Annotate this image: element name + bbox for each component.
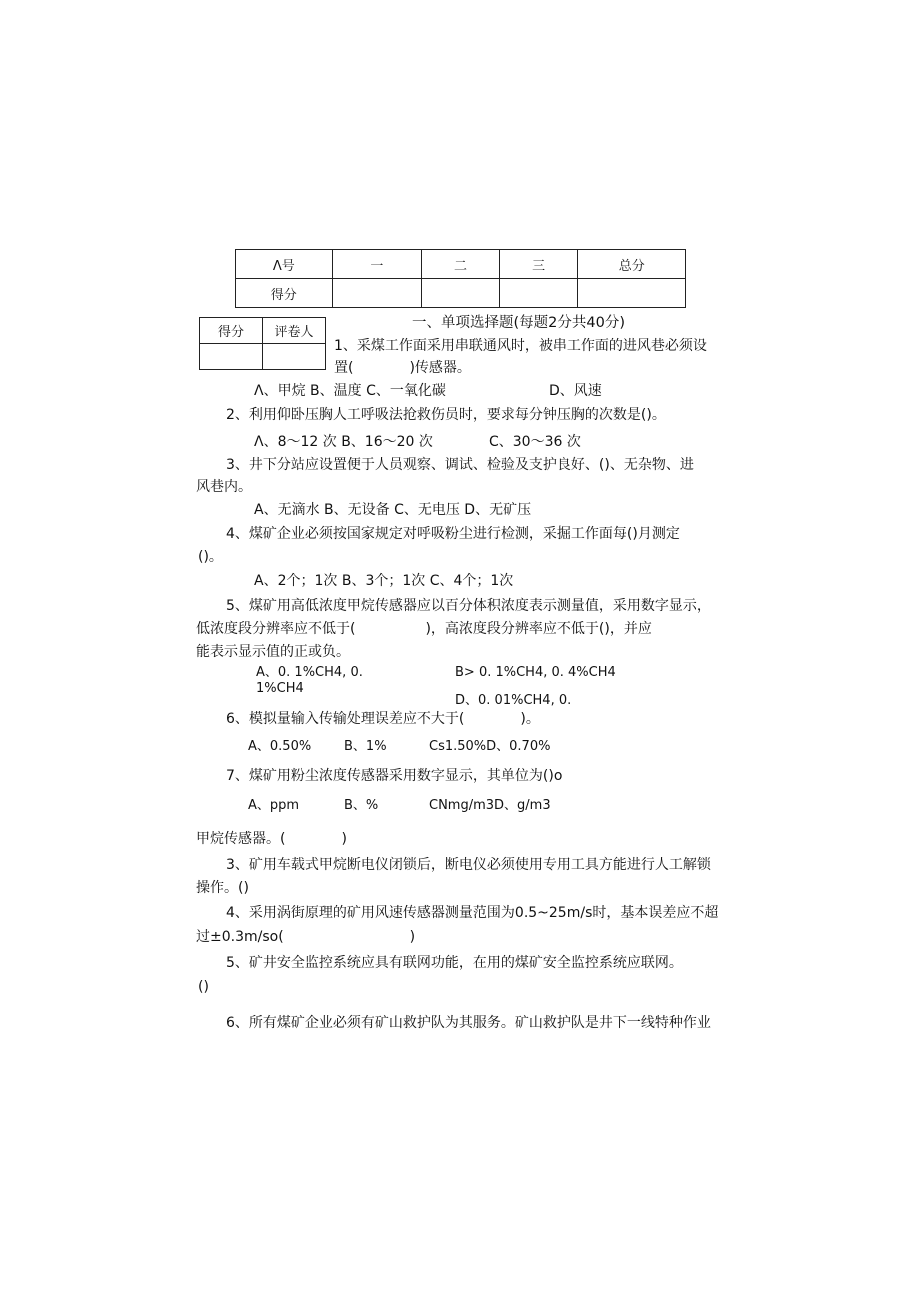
question-5-option-b: B> 0. 1%CH4, 0. 4%CH4 bbox=[455, 665, 616, 680]
section-title: 一、单项选择题(每题2分共40分) bbox=[412, 315, 625, 331]
score-cell[interactable] bbox=[499, 279, 578, 308]
question-6-line-1: 6、模拟量输入传输处理误差应不大于( )。 bbox=[226, 711, 540, 727]
grader-name-cell[interactable] bbox=[263, 344, 326, 370]
question-3-line-2: 风巷内。 bbox=[196, 479, 252, 495]
tf-question-4-line-2: 过±0.3m/so( ) bbox=[196, 929, 416, 945]
question-2-option-c: C、30～36 次 bbox=[489, 434, 581, 450]
score-table-header-cell: 一 bbox=[332, 250, 422, 279]
question-4-line-2: ()。 bbox=[198, 549, 223, 565]
question-1-option-d: D、风速 bbox=[549, 383, 602, 399]
question-1-line-1: 1、采煤工作面采用串联通风时，被串工作面的进风巷必须设 bbox=[334, 338, 707, 354]
question-7-option-a: A、ppm bbox=[248, 798, 300, 813]
grader-table-header-row bbox=[200, 318, 326, 344]
question-6-option-cd: Cs1.50%D、0.70% bbox=[429, 739, 551, 754]
tf-question-5-line-2: () bbox=[198, 979, 209, 995]
score-cell[interactable] bbox=[578, 279, 686, 308]
score-row-label: 得分 bbox=[236, 279, 333, 308]
question-1-options-abc: Λ、甲烷 B、温度 C、一氧化碳 bbox=[254, 383, 446, 399]
question-5-option-a: A、0. 1%CH4, 0. bbox=[256, 665, 363, 680]
tf-question-3-line-1: 3、矿用车载式甲烷断电仪闭锁后，断电仪必须使用专用工具方能进行人工解锁 bbox=[226, 857, 711, 873]
score-table-header-cell: 二 bbox=[422, 250, 500, 279]
tf-question-3-line-2: 操作。() bbox=[196, 880, 249, 896]
question-7-option-cd: CNmg/m3D、g/m3 bbox=[429, 798, 551, 813]
question-7-line-1: 7、煤矿用粉尘浓度传感器采用数字显示，其单位为()o bbox=[226, 768, 563, 784]
question-5-line-1: 5、煤矿用高低浓度甲烷传感器应以百分体积浓度表示测量值，采用数字显示， bbox=[226, 598, 711, 614]
question-5-line-2: 低浓度段分辨率应不低于( )，高浓度段分辨率应不低于()，并应 bbox=[196, 621, 652, 637]
tf-question-4-line-1: 4、采用涡街原理的矿用风速传感器测量范围为0.5~25m/s时，基本误差应不超 bbox=[226, 905, 719, 921]
question-5-option-d: D、0. 01%CH4, 0. bbox=[455, 693, 572, 708]
grader-score-cell[interactable] bbox=[200, 344, 263, 370]
question-2-line-1: 2、利用仰卧压胸人工呼吸法抢救伤员时，要求每分钟压胸的次数是()。 bbox=[226, 407, 666, 423]
score-table-header-cell: 三 bbox=[499, 250, 578, 279]
score-table-header-row bbox=[236, 250, 686, 279]
tf-question-2-tail: 甲烷传感器。( ) bbox=[196, 831, 347, 847]
question-4-line-1: 4、煤矿企业必须按国家规定对呼吸粉尘进行检测，采掘工作面每()月测定 bbox=[226, 526, 680, 542]
question-3-line-1: 3、井下分站应设置便于人员观察、调试、检验及支护良好、()、无杂物、进 bbox=[226, 457, 694, 473]
score-cell[interactable] bbox=[332, 279, 422, 308]
score-cell[interactable] bbox=[422, 279, 500, 308]
question-6-option-b: B、1% bbox=[344, 739, 387, 754]
grader-header-score: 得分 bbox=[200, 318, 263, 344]
grader-table-blank-row bbox=[200, 344, 326, 370]
tf-question-6-line-1: 6、所有煤矿企业必须有矿山救护队为其服务。矿山救护队是井下一线特种作业 bbox=[226, 1015, 711, 1031]
grader-table bbox=[199, 317, 326, 370]
score-table-header-cell: Λ号 bbox=[236, 250, 333, 279]
grader-header-grader: 评卷人 bbox=[263, 318, 326, 344]
question-6-option-a: A、0.50% bbox=[248, 739, 312, 754]
question-5-option-a-cont: 1%CH4 bbox=[256, 681, 304, 696]
score-table-header-cell: 总分 bbox=[578, 250, 686, 279]
score-table bbox=[235, 249, 686, 308]
question-5-line-3: 能表示显示值的正或负。 bbox=[196, 644, 350, 660]
question-1-line-2: 置( )传感器。 bbox=[334, 360, 471, 376]
question-7-option-b: B、% bbox=[344, 798, 379, 813]
question-4-options: A、2个；1次 B、3个；1次 C、4个；1次 bbox=[254, 573, 514, 589]
question-3-options: A、无滴水 B、无设备 C、无电压 D、无矿压 bbox=[254, 502, 532, 518]
tf-question-5-line-1: 5、矿井安全监控系统应具有联网功能，在用的煤矿安全监控系统应联网。 bbox=[226, 955, 683, 971]
question-2-options-ab: Λ、8～12 次 B、16～20 次 bbox=[254, 434, 433, 450]
score-table-score-row bbox=[236, 279, 686, 308]
